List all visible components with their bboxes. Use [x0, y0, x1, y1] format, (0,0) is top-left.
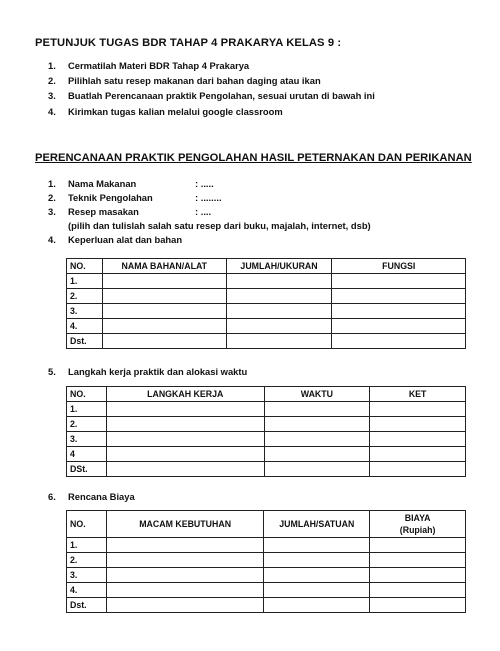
column-header [67, 387, 107, 402]
empty-cell [370, 432, 466, 447]
empty-cell [226, 274, 332, 289]
empty-cell [332, 319, 466, 334]
column-header [67, 511, 107, 538]
empty-cell [332, 289, 466, 304]
instruction-item [48, 60, 375, 71]
field-label: Teknik Pengolahan [68, 192, 153, 203]
table-row [67, 462, 466, 477]
empty-cell [370, 538, 466, 553]
instruction-number: 1. [48, 60, 56, 71]
empty-cell [370, 417, 466, 432]
field-value: : ..... [195, 178, 214, 189]
row-number-cell: 4. [67, 583, 107, 598]
cost-plan-table [66, 510, 466, 613]
row-number-cell: 3. [67, 568, 107, 583]
empty-cell [264, 598, 370, 613]
row-number-cell: Dst. [67, 334, 103, 349]
table-row [67, 319, 466, 334]
empty-cell [106, 417, 264, 432]
empty-cell [102, 334, 226, 349]
empty-cell [226, 319, 332, 334]
item-6-label [48, 491, 135, 502]
recipe-note: (pilih dan tulislah salah satu resep dari buku, majalah, internet, dsb) [68, 220, 371, 231]
row-number-cell: 2. [67, 289, 103, 304]
column-header [370, 511, 466, 538]
column-header [264, 387, 370, 402]
plan-field-row [48, 205, 371, 219]
row-number-cell: 1. [67, 538, 107, 553]
empty-cell [106, 462, 264, 477]
column-header-text: NAMA BAHAN/ALAT [121, 261, 208, 271]
empty-cell [264, 538, 370, 553]
empty-cell [264, 432, 370, 447]
item-4-label [48, 233, 371, 247]
field-value: : ........ [195, 192, 222, 203]
column-header-text: NO. [70, 389, 86, 399]
row-number-cell: Dst. [67, 598, 107, 613]
column-header [106, 387, 264, 402]
item-4-number: 4. [48, 234, 56, 245]
column-header-subtext: (Rupiah) [399, 525, 436, 535]
table-header-row [67, 387, 466, 402]
plan-fields [48, 177, 371, 247]
empty-cell [106, 432, 264, 447]
field-value: : .... [195, 206, 212, 217]
empty-cell [332, 304, 466, 319]
column-header-text: NO. [70, 261, 86, 271]
row-number-cell: 4. [67, 319, 103, 334]
section-title: PERENCANAAN PRAKTIK PENGOLAHAN HASIL PETERNAKAN DAN PERIKANAN [35, 152, 472, 164]
instruction-text: Kirimkan tugas kalian melalui google classroom [68, 105, 283, 117]
item-5-label [48, 366, 247, 377]
empty-cell [370, 447, 466, 462]
document-title: PETUNJUK TUGAS BDR TAHAP 4 PRAKARYA KELAS 9 : [35, 37, 342, 49]
column-header [106, 511, 263, 538]
item-4-text: Keperluan alat dan bahan [68, 234, 183, 245]
empty-cell [264, 583, 370, 598]
table-header-row [67, 511, 466, 538]
instruction-text: Cermatilah Materi BDR Tahap 4 Prakarya [68, 60, 250, 71]
item-6-number: 6. [48, 491, 56, 502]
column-header-text: JUMLAH/UKURAN [240, 261, 318, 271]
empty-cell [102, 274, 226, 289]
empty-cell [106, 583, 263, 598]
column-header-text: WAKTU [300, 389, 333, 399]
field-label: Nama Makanan [68, 178, 137, 189]
instruction-list [48, 60, 375, 121]
column-header [332, 259, 466, 274]
empty-cell [264, 417, 370, 432]
table-row [67, 553, 466, 568]
empty-cell [370, 568, 466, 583]
empty-cell [264, 462, 370, 477]
empty-cell [370, 402, 466, 417]
empty-cell [106, 402, 264, 417]
instruction-item [48, 106, 375, 117]
empty-cell [106, 598, 263, 613]
column-header-text: NO. [70, 519, 86, 529]
table-row [67, 417, 466, 432]
work-steps-table [66, 386, 466, 477]
empty-cell [106, 553, 263, 568]
instruction-text: Buatlah Perencanaan praktik Pengolahan, sesuai urutan di bawah ini [68, 90, 375, 102]
empty-cell [102, 289, 226, 304]
empty-cell [106, 568, 263, 583]
row-number-cell: DSt. [67, 462, 107, 477]
row-number-cell: 3. [67, 432, 107, 447]
plan-field-row [48, 177, 371, 191]
column-header [102, 259, 226, 274]
column-header [67, 259, 103, 274]
table-row [67, 568, 466, 583]
table-header-row [67, 259, 466, 274]
column-header-text: BIAYA [404, 513, 431, 523]
column-header [264, 511, 370, 538]
row-number-cell: 2. [67, 553, 107, 568]
column-header-text: FUNGSI [382, 261, 416, 271]
tools-materials-table [66, 258, 466, 349]
empty-cell [264, 447, 370, 462]
item-5-number: 5. [48, 366, 56, 377]
row-number-cell: 4 [67, 447, 107, 462]
field-number: 1. [48, 178, 56, 189]
instruction-number: 3. [48, 90, 56, 102]
table-row [67, 598, 466, 613]
column-header-text: KET [408, 389, 427, 399]
item-6-text: Rencana Biaya [68, 491, 135, 502]
column-header-text: LANGKAH KERJA [147, 389, 224, 399]
table-row [67, 402, 466, 417]
empty-cell [370, 553, 466, 568]
empty-cell [332, 334, 466, 349]
empty-cell [102, 304, 226, 319]
instruction-item [48, 90, 375, 101]
column-header [370, 387, 466, 402]
instruction-item [48, 75, 375, 86]
empty-cell [106, 538, 263, 553]
empty-cell [370, 583, 466, 598]
row-number-cell: 1. [67, 274, 103, 289]
empty-cell [332, 274, 466, 289]
empty-cell [264, 568, 370, 583]
instruction-text: Pilihlah satu resep makanan dari bahan daging atau ikan [68, 75, 321, 87]
empty-cell [226, 289, 332, 304]
table-row [67, 447, 466, 462]
table-row [67, 334, 466, 349]
empty-cell [264, 402, 370, 417]
empty-cell [370, 598, 466, 613]
field-number: 2. [48, 192, 56, 203]
item-5-text: Langkah kerja praktik dan alokasi waktu [68, 366, 248, 377]
column-header [226, 259, 332, 274]
row-number-cell: 3. [67, 304, 103, 319]
table-row [67, 538, 466, 553]
row-number-cell: 2. [67, 417, 107, 432]
column-header-text: JUMLAH/SATUAN [279, 519, 355, 529]
plan-field-row [48, 191, 371, 205]
table-row [67, 432, 466, 447]
table-row [67, 583, 466, 598]
empty-cell [226, 334, 332, 349]
table-row [67, 274, 466, 289]
instruction-number: 2. [48, 75, 56, 87]
empty-cell [370, 462, 466, 477]
empty-cell [264, 553, 370, 568]
field-number: 3. [48, 206, 56, 217]
instruction-number: 4. [48, 105, 56, 117]
table-row [67, 304, 466, 319]
table-row [67, 289, 466, 304]
empty-cell [226, 304, 332, 319]
field-label: Resep masakan [68, 206, 139, 217]
empty-cell [106, 447, 264, 462]
column-header-text: MACAM KEBUTUHAN [139, 519, 232, 529]
empty-cell [102, 319, 226, 334]
row-number-cell: 1. [67, 402, 107, 417]
